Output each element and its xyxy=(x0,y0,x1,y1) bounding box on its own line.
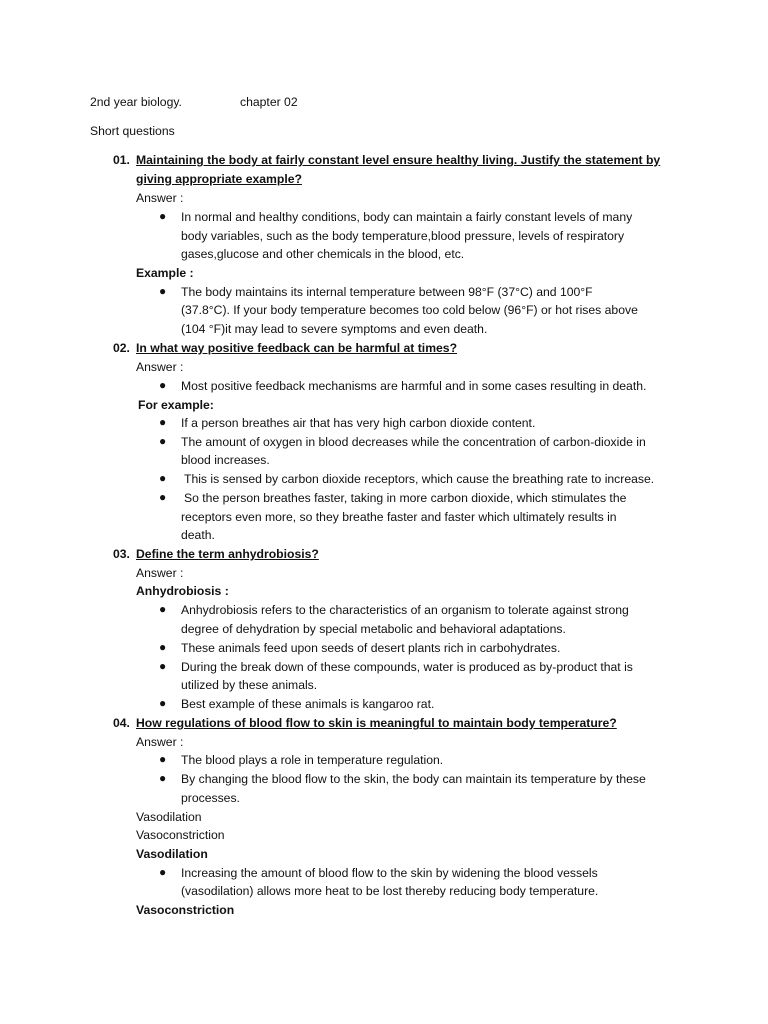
subheading-label: Anhydrobiosis : xyxy=(136,584,229,598)
subject-heading: 2nd year biology. xyxy=(90,95,182,109)
bullet-icon: ● xyxy=(159,640,167,654)
question-title: Maintaining the body at fairly constant level ensure healthy living. Justify the statement by xyxy=(136,153,661,167)
question-title: How regulations of blood flow to skin is meaningful to maintain body temperature? xyxy=(136,716,617,730)
example-label: For example: xyxy=(138,398,214,412)
bullet-text: So the person breathes faster, taking in more carbon dioxide, which stimulates the xyxy=(184,491,627,505)
question-number: 01. xyxy=(113,153,130,167)
example-label: Example : xyxy=(136,266,194,280)
question-number: 04. xyxy=(113,716,130,730)
subheading-label: Vasoconstriction xyxy=(136,903,235,917)
bullet-text: The blood plays a role in temperature regulation. xyxy=(181,753,444,767)
question-number: 02. xyxy=(113,341,130,355)
bullet-icon: ● xyxy=(159,490,167,504)
bullet-icon: ● xyxy=(159,659,167,673)
answer-label: Answer : xyxy=(136,566,184,580)
bullet-text: receptors even more, so they breathe faster and faster which ultimately results in xyxy=(181,510,617,524)
question-title: In what way positive feedback can be harmful at times? xyxy=(136,341,458,355)
bullet-text: By changing the blood flow to the skin, the body can maintain its temperature by these xyxy=(181,772,646,786)
answer-label: Answer : xyxy=(136,735,184,749)
bullet-text: utilized by these animals. xyxy=(181,678,318,692)
bullet-icon: ● xyxy=(159,471,167,485)
question-number: 03. xyxy=(113,547,130,561)
bullet-icon: ● xyxy=(159,602,167,616)
bullet-text: processes. xyxy=(181,791,240,805)
bullet-text: (37.8°C). If your body temperature becomes too cold below (96°F) or hot rises above xyxy=(181,303,638,317)
bullet-text: In normal and healthy conditions, body can maintain a fairly constant levels of many xyxy=(181,210,633,224)
answer-label: Answer : xyxy=(136,191,184,205)
bullet-icon: ● xyxy=(159,434,167,448)
bullet-text: Most positive feedback mechanisms are harmful and in some cases resulting in death. xyxy=(181,379,647,393)
bullet-text: Increasing the amount of blood flow to the skin by widening the blood vessels xyxy=(181,866,598,880)
question-title: Define the term anhydrobiosis? xyxy=(136,547,319,561)
process-item: Vasoconstriction xyxy=(136,828,225,842)
bullet-icon: ● xyxy=(159,284,167,298)
subheading-label: Vasodilation xyxy=(136,847,208,861)
bullet-icon: ● xyxy=(159,771,167,785)
bullet-text: During the break down of these compounds, water is produced as by-product that is xyxy=(181,660,633,674)
bullet-text: These animals feed upon seeds of desert plants rich in carbohydrates. xyxy=(181,641,561,655)
bullet-icon: ● xyxy=(159,415,167,429)
bullet-text: degree of dehydration by special metabolic and behavioral adaptations. xyxy=(181,622,566,636)
bullet-text: This is sensed by carbon dioxide receptors, which cause the breathing rate to increase. xyxy=(184,472,655,486)
bullet-text: Best example of these animals is kangaroo rat. xyxy=(181,697,435,711)
question-title: giving appropriate example? xyxy=(136,172,302,186)
bullet-text: The amount of oxygen in blood decreases while the concentration of carbon-dioxide in xyxy=(181,435,646,449)
bullet-text: blood increases. xyxy=(181,453,270,467)
bullet-icon: ● xyxy=(159,209,167,223)
bullet-icon: ● xyxy=(159,865,167,879)
bullet-icon: ● xyxy=(159,752,167,766)
bullet-text: (vasodilation) allows more heat to be lost thereby reducing body temperature. xyxy=(181,884,599,898)
bullet-icon: ● xyxy=(159,378,167,392)
bullet-text: body variables, such as the body temperature,blood pressure, levels of respiratory xyxy=(181,229,625,243)
bullet-text: death. xyxy=(181,528,215,542)
bullet-text: gases,glucose and other chemicals in the blood, etc. xyxy=(181,247,465,261)
bullet-text: (104 °F)it may lead to severe symptoms and even death. xyxy=(181,322,488,336)
bullet-text: Anhydrobiosis refers to the characteristics of an organism to tolerate against strong xyxy=(181,603,629,617)
chapter-heading: chapter 02 xyxy=(240,95,298,109)
bullet-text: If a person breathes air that has very high carbon dioxide content. xyxy=(181,416,536,430)
section-heading: Short questions xyxy=(90,124,175,138)
process-item: Vasodilation xyxy=(136,810,202,824)
answer-label: Answer : xyxy=(136,360,184,374)
bullet-text: The body maintains its internal temperature between 98°F (37°C) and 100°F xyxy=(181,285,593,299)
bullet-icon: ● xyxy=(159,696,167,710)
